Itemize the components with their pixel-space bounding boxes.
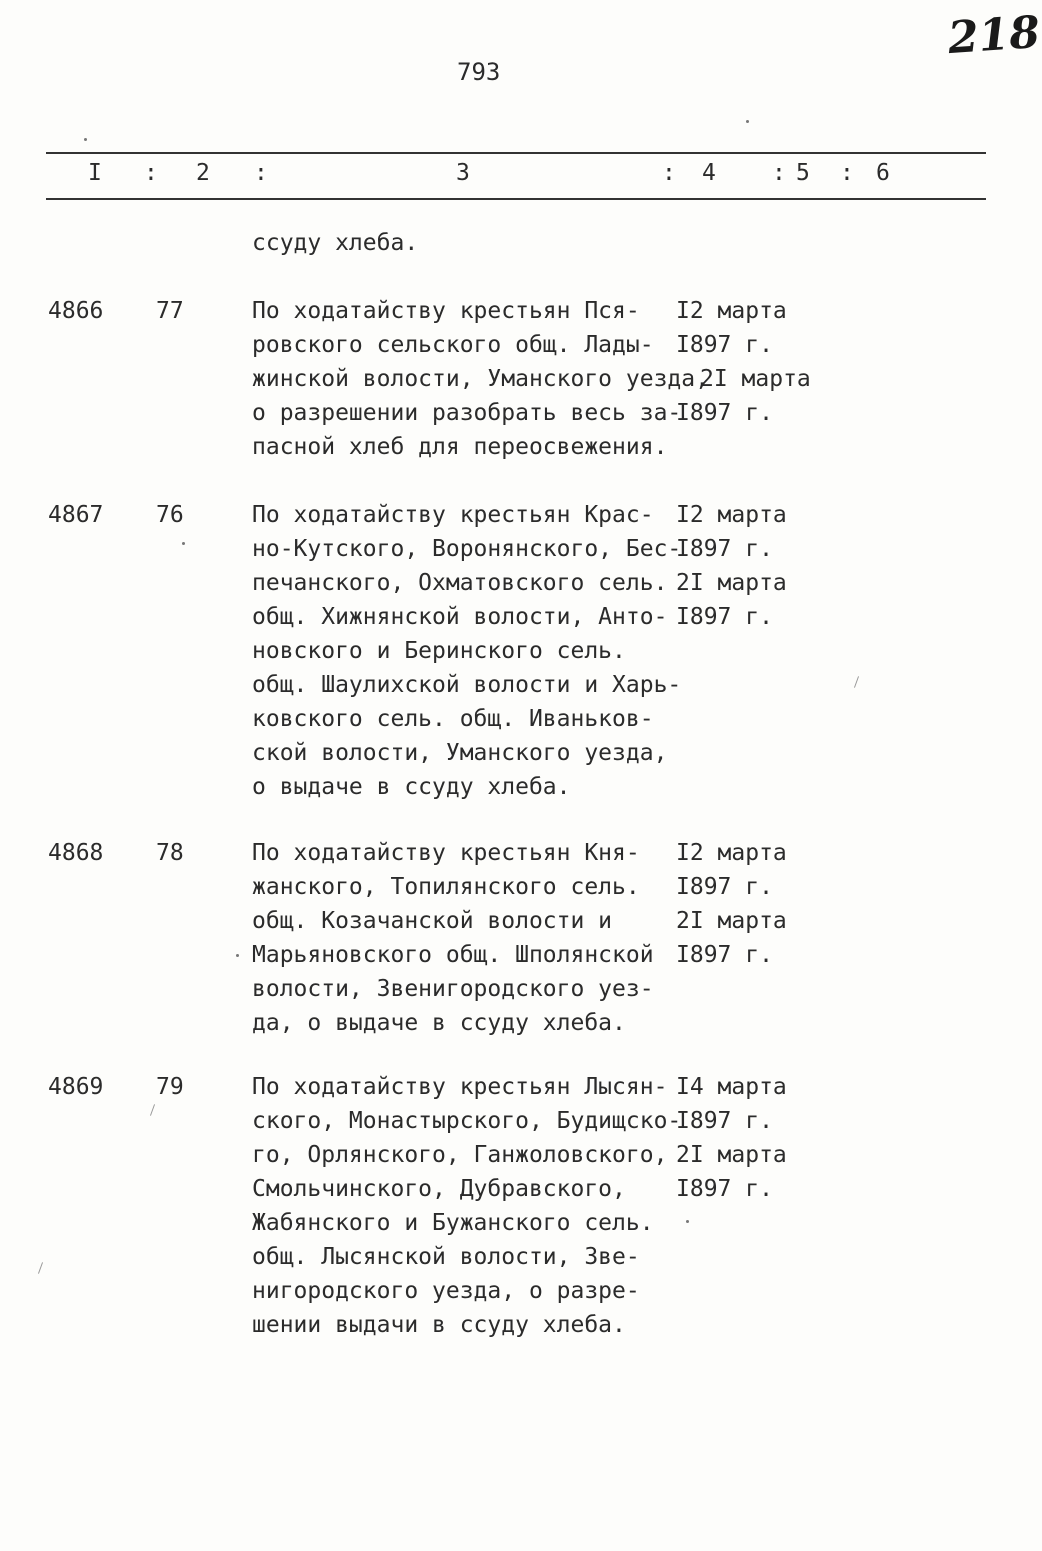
entry-subnumber: 76 [156, 502, 184, 528]
text-line: шении выдачи в ссуду хлеба. [252, 1312, 626, 1338]
text-line: Смольчинского, Дубравского, [252, 1176, 626, 1202]
entry-subnumber: 78 [156, 840, 184, 866]
text-line: Жабянского и Бужанского сель. [252, 1210, 654, 1236]
entry-subnumber: 79 [156, 1074, 184, 1100]
text-line: ковского сель. общ. Иваньков- [252, 706, 654, 732]
text-line: общ. Шаулихской волости и Харь- [252, 672, 682, 698]
entry-subnumber: 77 [156, 298, 184, 324]
continuation-text: ссуду хлеба. [252, 230, 419, 256]
scan-speck [746, 120, 749, 123]
column-separator: : [254, 160, 268, 186]
entry-dates [676, 498, 787, 634]
text-line: По ходатайству крестьян Крас- [252, 502, 654, 528]
column-separator: : [662, 160, 676, 186]
text-line: о выдаче в ссуду хлеба. [252, 774, 571, 800]
text-line: пасной хлеб для переосвежения. [252, 434, 668, 460]
column-header-2: 2 [196, 160, 210, 186]
header-rule-top [46, 152, 986, 154]
text-line: жанского, Топилянского сель. [252, 874, 640, 900]
text-line: общ. Козачанской волости и [252, 908, 613, 934]
date-line: I897 г. [676, 1176, 773, 1202]
text-line: да, о выдаче в ссуду хлеба. [252, 1010, 626, 1036]
date-line: I4 марта [676, 1074, 787, 1100]
entry-number: 4868 [48, 840, 104, 866]
date-line: I897 г. [676, 604, 773, 630]
text-line: общ. Лысянской волости, Зве- [252, 1244, 640, 1270]
entry-dates [676, 836, 787, 972]
text-line: печанского, Охматовского сель. [252, 570, 668, 596]
date-line: I2 марта [676, 840, 787, 866]
column-header-3: 3 [456, 160, 470, 186]
archive-folio-number: 218 [946, 6, 1042, 65]
date-line: I897 г. [676, 874, 773, 900]
date-line: 2I марта [676, 570, 787, 596]
column-header-1: I [88, 160, 102, 186]
entry-text [252, 836, 654, 1040]
text-line: По ходатайству крестьян Пся- [252, 298, 640, 324]
entry-text [252, 294, 709, 464]
text-line: По ходатайству крестьян Лысян- [252, 1074, 668, 1100]
scan-mark [38, 1262, 43, 1274]
date-line: 2I марта [700, 366, 811, 392]
header-rule-bottom [46, 198, 986, 200]
date-line: 2I марта [676, 908, 787, 934]
entry-number: 4867 [48, 502, 104, 528]
column-header-4: 4 [702, 160, 716, 186]
entry-text [252, 498, 681, 804]
entry-number: 4869 [48, 1074, 104, 1100]
date-line: I897 г. [676, 942, 773, 968]
text-line: ского, Монастырского, Будищско- [252, 1108, 682, 1134]
column-header-5: 5 [796, 160, 810, 186]
text-line: Марьяновского общ. Шполянской [252, 942, 654, 968]
date-line: I897 г. [676, 332, 773, 358]
entry-dates [676, 294, 811, 430]
column-separator: : [772, 160, 786, 186]
text-line: новского и Беринского сель. [252, 638, 626, 664]
page-number: 793 [457, 58, 501, 86]
date-line: I2 марта [676, 502, 787, 528]
entry-text [252, 1070, 681, 1342]
column-header-6: 6 [876, 160, 890, 186]
date-line: I2 марта [676, 298, 787, 324]
scan-speck [84, 138, 87, 141]
text-line: о разрешении разобрать весь за- [252, 400, 682, 426]
text-line: го, Орлянского, Ганжоловского, [252, 1142, 668, 1168]
text-line: жинской волости, Уманского уезда, [252, 366, 709, 392]
entry-dates [676, 1070, 787, 1206]
scan-speck [686, 1220, 689, 1223]
entry-number: 4866 [48, 298, 104, 324]
date-line: I897 г. [676, 400, 773, 426]
text-line: По ходатайству крестьян Кня- [252, 840, 640, 866]
date-line: I897 г. [676, 1108, 773, 1134]
text-line: ровского сельского общ. Лады- [252, 332, 654, 358]
text-line: волости, Звенигородского уез- [252, 976, 654, 1002]
scan-speck [236, 954, 239, 957]
text-line: но-Кутского, Воронянского, Бес- [252, 536, 682, 562]
text-line: общ. Хижнянской волости, Анто- [252, 604, 668, 630]
text-line: ской волости, Уманского уезда, [252, 740, 668, 766]
text-line: нигородского уезда, о разре- [252, 1278, 640, 1304]
scan-mark [854, 676, 859, 688]
scan-speck [182, 542, 185, 545]
scan-mark [150, 1104, 155, 1116]
column-separator: : [840, 160, 854, 186]
date-line: 2I марта [676, 1142, 787, 1168]
date-line: I897 г. [676, 536, 773, 562]
column-separator: : [144, 160, 158, 186]
